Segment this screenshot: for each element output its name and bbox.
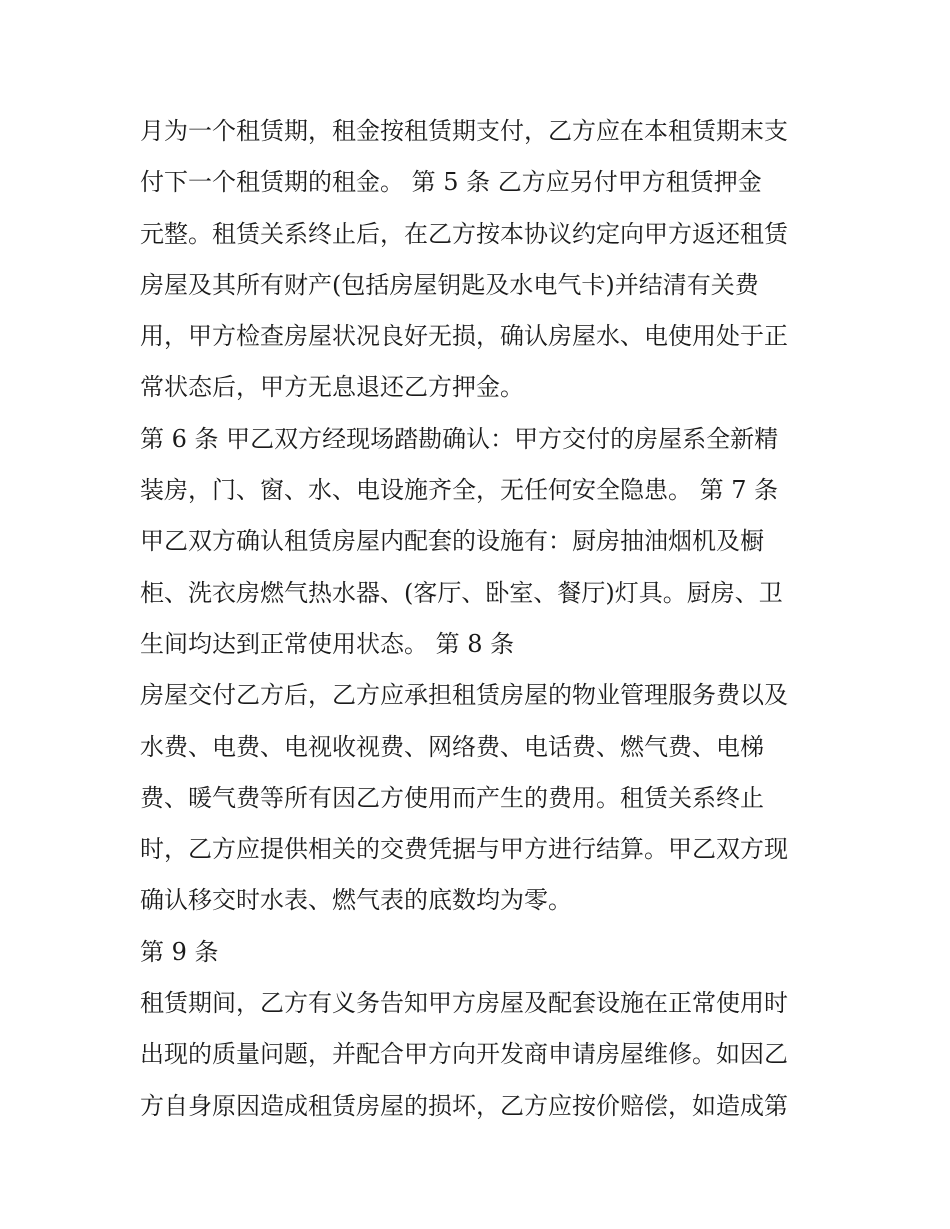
text-line: 费、暖气费等所有因乙方使用而产生的费用。租赁关系终止 xyxy=(140,783,764,812)
text-line: 装房，门、窗、水、电设施齐全，无任何安全隐患。 第 7 条 xyxy=(140,476,779,505)
text-line: 付下一个租赁期的租金。 第 5 条 乙方应另付甲方租赁押金 xyxy=(140,168,762,197)
text-line: 房屋及其所有财产(包括房屋钥匙及水电气卡)并结清有关费 xyxy=(140,270,759,299)
document-body xyxy=(140,106,820,1132)
text-line: 确认移交时水表、燃气表的底数均为零。 xyxy=(140,886,572,915)
text-line: 出现的质量问题，并配合甲方向开发商申请房屋维修。如因乙 xyxy=(140,1040,788,1069)
text-line: 元整。租赁关系终止后，在乙方按本协议约定向甲方返还租赁 xyxy=(140,219,788,248)
text-line: 用，甲方检查房屋状况良好无损，确认房屋水、电使用处于正 xyxy=(140,322,788,351)
text-line: 甲乙双方确认租赁房屋内配套的设施有：厨房抽油烟机及橱 xyxy=(140,527,764,556)
text-line: 水费、电费、电视收视费、网络费、电话费、燃气费、电梯 xyxy=(140,732,764,761)
text-line: 第 6 条 甲乙双方经现场踏勘确认：甲方交付的房屋系全新精 xyxy=(140,424,779,453)
text-line: 柜、洗衣房燃气热水器、(客厅、卧室、餐厅)灯具。厨房、卫 xyxy=(140,578,783,607)
text-line: 第 9 条 xyxy=(140,937,219,966)
text-line: 常状态后，甲方无息退还乙方押金。 xyxy=(140,373,524,402)
text-line: 房屋交付乙方后，乙方应承担租赁房屋的物业管理服务费以及 xyxy=(140,681,788,710)
text-line: 方自身原因造成租赁房屋的损坏，乙方应按价赔偿，如造成第 xyxy=(140,1091,788,1120)
text-line: 月为一个租赁期，租金按租赁期支付，乙方应在本租赁期末支 xyxy=(140,117,788,145)
text-line: 时，乙方应提供相关的交费凭据与甲方进行结算。甲乙双方现 xyxy=(140,835,788,864)
text-line: 租赁期间，乙方有义务告知甲方房屋及配套设施在正常使用时 xyxy=(140,989,788,1018)
text-line: 生间均达到正常使用状态。 第 8 条 xyxy=(140,629,515,658)
